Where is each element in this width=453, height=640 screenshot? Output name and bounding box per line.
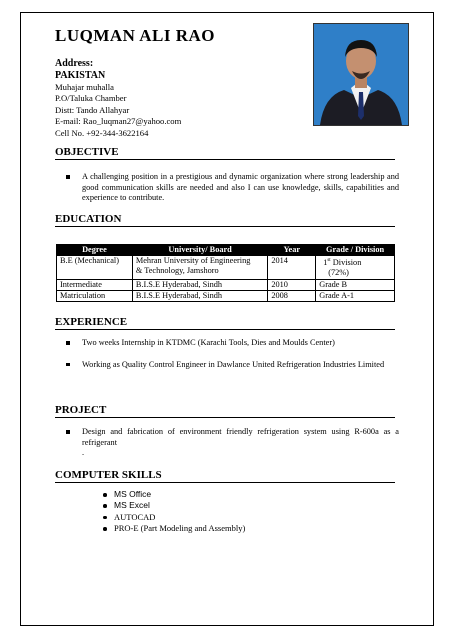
grade-word: Division <box>330 257 362 267</box>
address-line: P.O/Taluka Chamber <box>55 93 127 104</box>
experience-text: Two weeks Internship in KTDMC (Karachi Tools, Dies and Moulds Center) <box>82 338 335 347</box>
project-heading: PROJECT <box>55 404 395 418</box>
cell-number: Cell No. +92-344-3622164 <box>55 127 149 138</box>
objective-item <box>66 172 399 204</box>
bullet-square-icon <box>66 175 70 179</box>
bullet-dot-icon <box>103 516 107 520</box>
table-row <box>57 279 395 290</box>
year-cell: 2014 <box>268 256 316 280</box>
project-item <box>66 427 399 448</box>
skill-item <box>103 500 245 511</box>
column-header: Degree <box>57 245 133 256</box>
grade-percent: (72%) <box>328 268 349 278</box>
skill-item <box>103 489 245 500</box>
objective-heading: OBJECTIVE <box>55 146 395 160</box>
objective-list <box>66 172 399 204</box>
bullet-square-icon <box>66 363 70 367</box>
skill-text: MS Office <box>114 489 152 499</box>
board-line: & Technology, Jamshoro <box>135 266 219 276</box>
project-text: Design and fabrication of environment friendly refrigeration system using R-600a as a refrigerant <box>82 427 399 447</box>
profile-photo <box>313 23 409 126</box>
table-header-row <box>57 245 395 256</box>
email: E-mail: Rao_luqman27@yahoo.com <box>55 116 182 127</box>
experience-list <box>66 338 399 370</box>
experience-text: Working as Quality Control Engineer in Dawlance United Refrigeration Industries Limited <box>82 359 385 369</box>
degree-cell: B.E (Mechanical) <box>57 256 133 280</box>
skill-item <box>103 523 245 534</box>
skills-list <box>103 489 245 535</box>
country: PAKISTAN <box>55 70 106 81</box>
skill-text: PRO-E (Part Modeling and Assembly) <box>114 523 246 534</box>
board-cell <box>132 256 267 280</box>
skill-item <box>103 512 245 523</box>
experience-heading: EXPERIENCE <box>55 316 395 330</box>
table-row <box>57 256 395 280</box>
person-portrait-icon <box>314 24 408 125</box>
grade-cell <box>316 256 395 280</box>
contact-block <box>55 58 305 139</box>
bullet-dot-icon <box>103 527 107 531</box>
table-row <box>57 290 395 301</box>
board-line: Mehran University of Engineering <box>135 256 251 265</box>
grade-cell: Grade B <box>316 279 395 290</box>
grade-cell: Grade A-1 <box>316 290 395 301</box>
grade-number: 1 <box>323 257 328 267</box>
objective-text: A challenging position in a prestigious and dynamic organization where strong leadership and good communication skills are needed and also I can use knowledge, skills, capabilities and experience to contribute. <box>82 172 399 203</box>
candidate-name: LUQMAN ALI RAO <box>55 26 216 45</box>
board-cell: B.I.S.E Hyderabad, Sindh <box>132 279 267 290</box>
skill-text: MS Excel <box>114 500 150 511</box>
board-cell: B.I.S.E Hyderabad, Sindh <box>132 290 267 301</box>
skill-text: AUTOCAD <box>114 511 156 522</box>
column-header: Year <box>268 245 316 256</box>
grade-suffix: st <box>327 258 331 263</box>
education-table <box>56 244 395 302</box>
year-cell: 2010 <box>268 279 316 290</box>
column-header: Grade / Division <box>316 245 395 256</box>
education-heading: EDUCATION <box>55 213 395 227</box>
bullet-dot-icon <box>103 493 107 497</box>
degree-cell: Matriculation <box>57 290 133 301</box>
year-cell: 2008 <box>268 290 316 301</box>
experience-item <box>66 338 399 349</box>
bullet-dot-icon <box>103 504 107 508</box>
degree-cell: Intermediate <box>57 279 133 290</box>
address-heading: Address: <box>55 58 94 69</box>
bullet-square-icon <box>66 341 70 345</box>
project-list <box>66 427 399 459</box>
project-trailing: . <box>82 448 85 458</box>
address-line: Muhajar muhalla <box>55 82 114 92</box>
address-line: Distt: Tando Allahyar <box>55 104 130 115</box>
skills-heading: COMPUTER SKILLS <box>55 469 395 483</box>
column-header: University/ Board <box>132 245 267 256</box>
experience-item <box>66 360 399 371</box>
bullet-square-icon <box>66 430 70 434</box>
